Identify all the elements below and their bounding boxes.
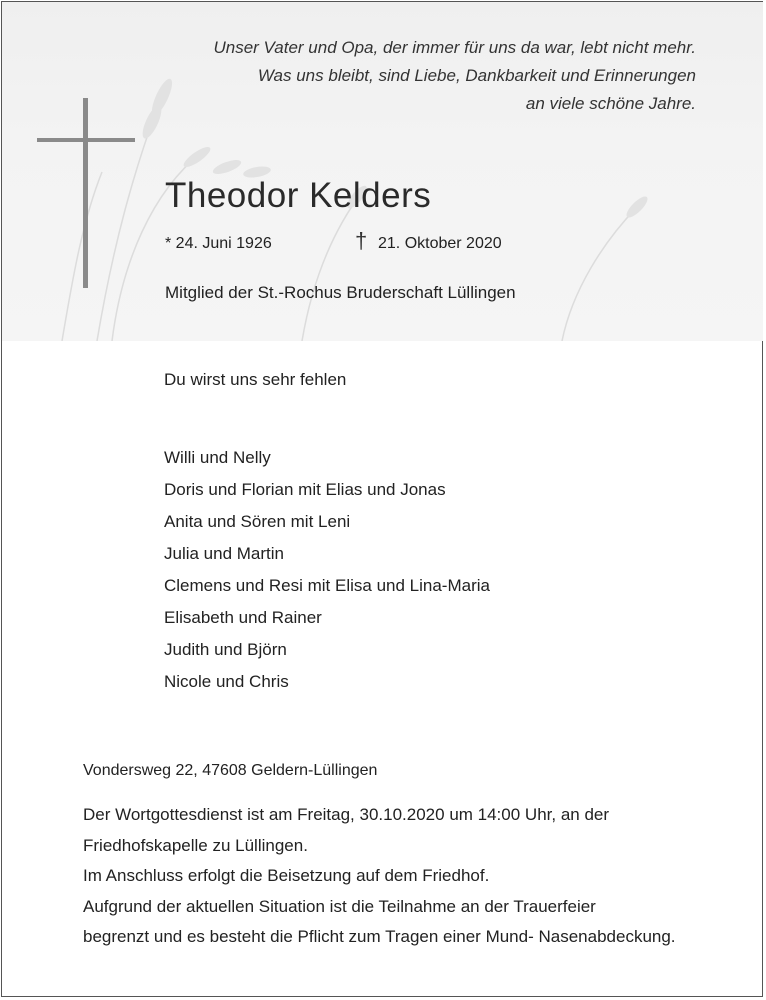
cross-horizontal-bar xyxy=(37,138,135,142)
mourner-item: Doris und Florian mit Elias und Jonas xyxy=(164,480,446,499)
quote-line: Was uns bleibt, sind Liebe, Dankbarkeit und Erinnerungen xyxy=(257,66,696,85)
birth-date: * 24. Juni 1926 xyxy=(165,235,272,252)
memorial-quote xyxy=(96,34,696,118)
notice-line: Aufgrund der aktuellen Situation ist die Teilnahme an der Trauerfeier xyxy=(83,896,596,916)
deceased-name: Theodor Kelders xyxy=(165,176,432,215)
notice-line: Friedhofskapelle zu Lüllingen. xyxy=(83,835,308,855)
mourner-item: Clemens und Resi mit Elisa und Lina-Maria xyxy=(164,576,490,595)
mourner-item: Judith und Björn xyxy=(164,640,287,659)
mourner-item: Julia und Martin xyxy=(164,544,285,563)
family-address: Vondersweg 22, 47608 Geldern-Lüllingen xyxy=(83,762,378,779)
quote-line: an viele schöne Jahre. xyxy=(525,94,696,113)
funeral-notice xyxy=(83,800,676,953)
membership-text: Mitglied der St.-Rochus Bruderschaft Lüllingen xyxy=(165,283,516,302)
quote-line: Unser Vater und Opa, der immer für uns da war, lebt nicht mehr. xyxy=(213,38,696,57)
mourner-item: Elisabeth und Rainer xyxy=(164,608,322,627)
mourner-item: Willi und Nelly xyxy=(164,448,271,467)
notice-line: Im Anschluss erfolgt die Beisetzung auf dem Friedhof. xyxy=(83,866,490,885)
dagger-icon: † xyxy=(355,228,368,253)
notice-line: Der Wortgottesdienst ist am Freitag, 30.10.2020 um 14:00 Uhr, an der xyxy=(83,805,610,824)
death-date: 21. Oktober 2020 xyxy=(378,235,502,252)
notice-line: begrenzt und es besteht die Pflicht zum Tragen einer Mund- Nasenabdeckung. xyxy=(83,927,676,946)
mourners-list xyxy=(164,442,490,698)
mourner-item: Anita und Sören mit Leni xyxy=(164,512,351,531)
cross-vertical-bar xyxy=(83,98,88,288)
farewell-text: Du wirst uns sehr fehlen xyxy=(164,370,347,389)
mourner-item: Nicole und Chris xyxy=(164,672,289,691)
